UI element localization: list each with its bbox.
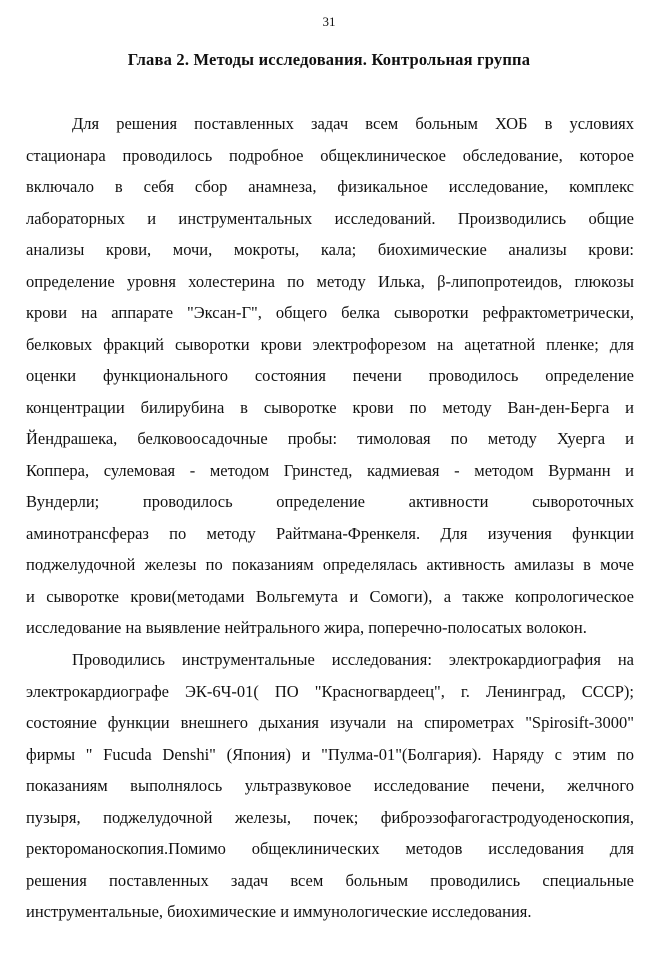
paragraph-line: и сыворотке крови(методами Вольгемута и Сомоги), а также копрологическое [26, 586, 634, 606]
paragraph-line: Йендрашека, белковоосадочные пробы: тимоловая по методу Хуерга и [26, 429, 634, 448]
paragraph-line: инструментальные, биохимические и иммунологические исследования. [26, 902, 532, 921]
paragraph-line: оценки функционального состояния печени проводилось определение [26, 366, 634, 385]
paragraph-line: показаниям выполнялось ультразвуковое исследование печени, желчного [26, 776, 634, 795]
paragraph-line: состояние функции внешнего дыхания изучали на спирометрах "Spirosift-3000" [26, 713, 634, 732]
paragraph-line: Проводились инструментальные исследования: электрокардиография на [72, 650, 634, 669]
paragraph-line: поджелудочной железы по показаниям определялась активность амилазы в моче [26, 555, 634, 574]
paragraph-line: концентрации билирубина в сыворотке крови по методу Ван-ден-Берга и [26, 397, 634, 417]
paragraph-line: фирмы " Fucuda Denshi" (Япония) и "Пулма-01"(Болгария). Наряду с этим по [26, 744, 634, 764]
paragraph-line: электрокардиографе ЭК-6Ч-01( ПО "Красногвардеец", г. Ленинград, СССР); [26, 681, 634, 701]
paragraph-line: Вундерли; проводилось определение активности сывороточных [26, 492, 634, 511]
paragraph-line: ректороманоскопия.Помимо общеклинических методов исследования для [26, 839, 634, 858]
paragraph-line: аминотрансфераз по методу Райтмана-Френкеля. Для изучения функции [26, 523, 634, 543]
paragraph-line: решения поставленных задач всем больным проводились специальные [26, 870, 634, 890]
paragraph-line: исследование на выявление нейтрального жира, поперечно-полосатых волокон. [26, 618, 587, 637]
paragraph-line: Для решения поставленных задач всем больным ХОБ в условиях [72, 114, 634, 133]
paragraph-line: определение уровня холестерина по методу Илька, β-липопротеидов, глюкозы [26, 271, 634, 291]
page-number: 31 [322, 14, 336, 29]
paragraph-2 [26, 644, 634, 928]
paragraph-line: пузыря, поджелудочной железы, почек; фиброэзофагогастродуоденоскопия, [26, 807, 634, 827]
paragraph-line: белковых фракций сыворотки крови электрофорезом на ацетатной пленке; для [26, 334, 634, 354]
paragraph-line: Коппера, сулемовая - методом Гринстед, кадмиевая - методом Вурманн и [26, 460, 634, 480]
paragraph-line: анализы крови, мочи, мокроты, кала; биохимические анализы крови: [26, 240, 634, 259]
paragraph-line: лабораторных и инструментальных исследований. Производились общие [26, 208, 634, 228]
paragraph-1 [26, 108, 634, 644]
paragraph-line: крови на аппарате "Эксан-Г", общего белка сыворотки рефрактометрически, [26, 303, 634, 322]
paragraph-line: включало в себя сбор анамнеза, физикальное исследование, комплекс [26, 177, 634, 196]
paragraph-line: стационара проводилось подробное общеклиническое обследование, которое [26, 145, 634, 165]
chapter-title: Глава 2. Методы исследования. Контрольная группа [127, 50, 531, 69]
